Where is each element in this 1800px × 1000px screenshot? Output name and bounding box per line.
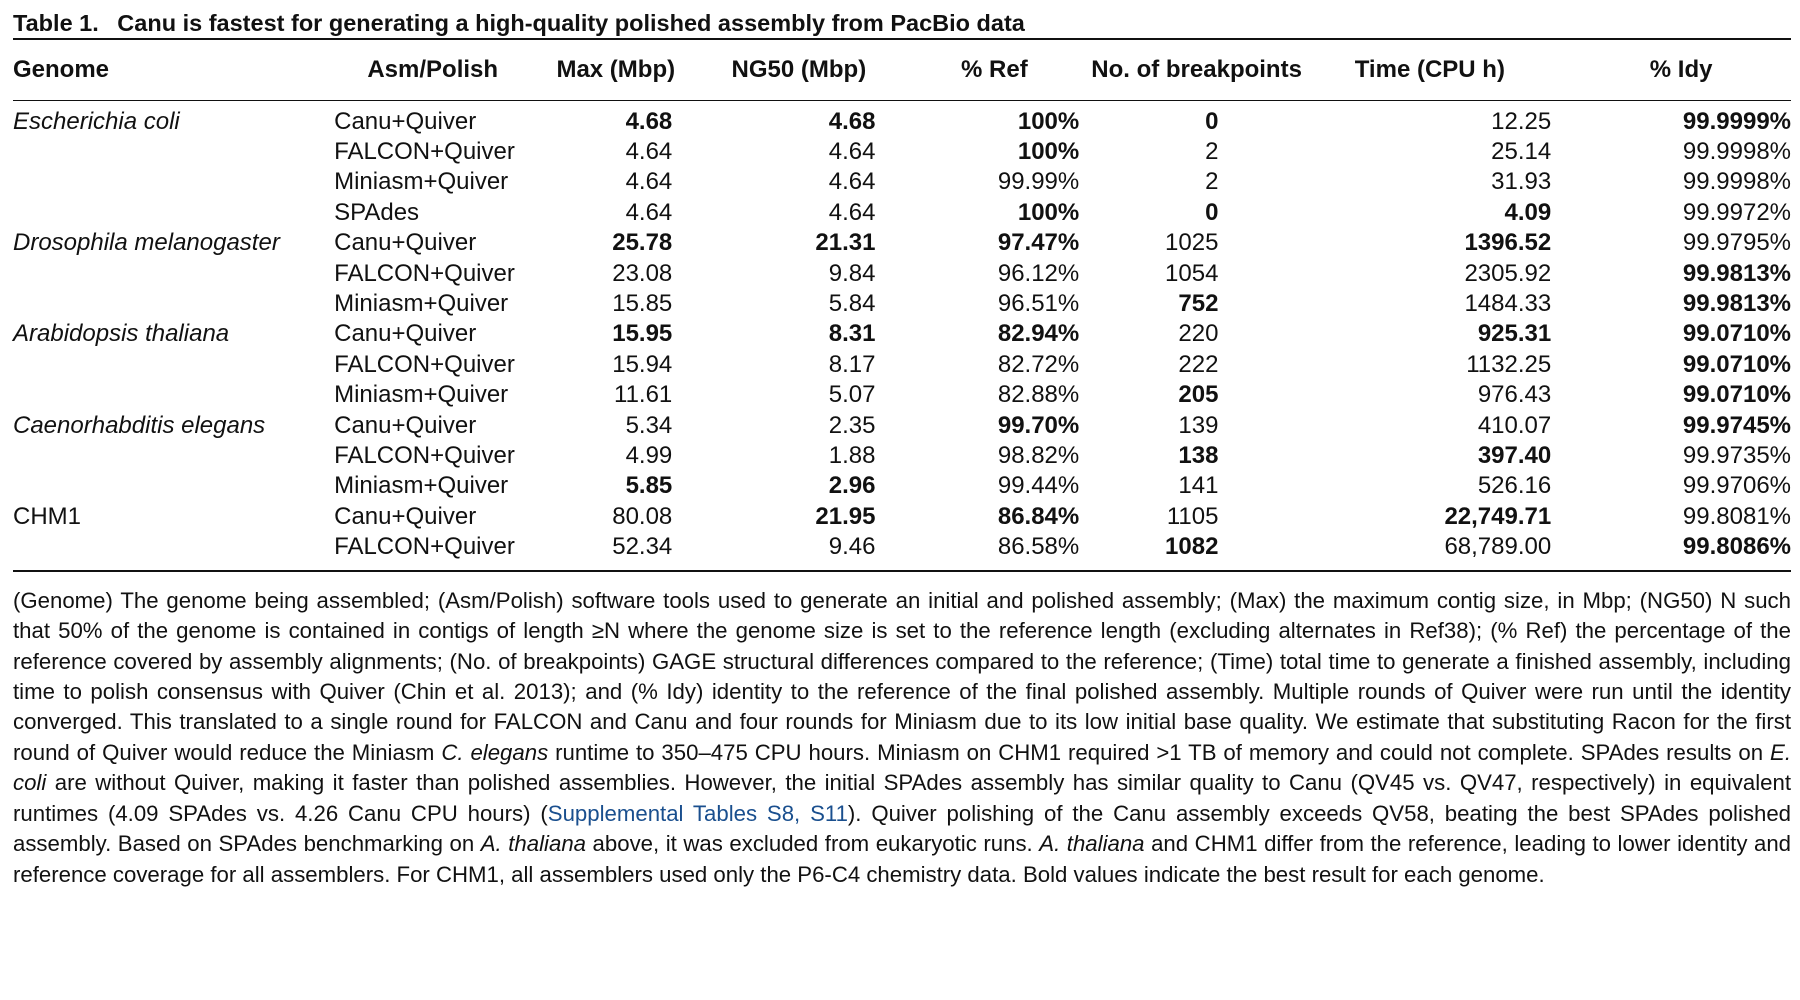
pct-ref-cell: 82.94% — [997, 320, 1080, 348]
time-cpu-h-cell: 1484.33 — [1464, 290, 1552, 318]
pct-ref-cell: 82.88% — [997, 381, 1080, 409]
asm-polish-cell: Canu+Quiver — [334, 229, 477, 257]
table-row — [13, 380, 1791, 410]
column-header-time-cpu-h: Time (CPU h) — [1354, 55, 1505, 83]
pct-ref-cell: 96.12% — [997, 259, 1080, 287]
genome-cell — [13, 198, 334, 228]
pct-ref-cell: 99.44% — [997, 472, 1080, 500]
genome-cell — [13, 167, 334, 197]
breakpoints-cell: 205 — [1178, 381, 1219, 409]
max-mbp-cell: 5.34 — [625, 411, 673, 439]
pct-idy-cell: 99.9745% — [1682, 411, 1791, 439]
pct-ref-cell: 99.70% — [997, 411, 1080, 439]
pct-ref-cell: 97.47% — [997, 229, 1080, 257]
ng50-mbp-cell: 2.35 — [828, 411, 876, 439]
genome-cell: Escherichia coli — [13, 107, 180, 135]
pct-ref-cell: 98.82% — [997, 441, 1080, 469]
time-cpu-h-cell: 976.43 — [1477, 381, 1552, 409]
max-mbp-cell: 25.78 — [612, 229, 673, 257]
asm-polish-cell: SPAdes — [334, 198, 420, 226]
pct-idy-cell: 99.0710% — [1682, 350, 1791, 378]
table-row — [13, 228, 1791, 258]
asm-polish-cell: FALCON+Quiver — [334, 441, 515, 469]
asm-polish-cell: FALCON+Quiver — [334, 138, 515, 166]
time-cpu-h-cell: 12.25 — [1491, 107, 1552, 135]
genome-cell — [13, 380, 334, 410]
max-mbp-cell: 4.68 — [625, 107, 673, 135]
table-body — [13, 100, 1791, 570]
max-mbp-cell: 4.99 — [625, 441, 673, 469]
ng50-mbp-cell: 5.84 — [828, 290, 876, 318]
pct-ref-cell: 86.58% — [997, 533, 1080, 561]
ng50-mbp-cell: 21.31 — [815, 229, 876, 257]
breakpoints-cell: 1025 — [1165, 229, 1219, 257]
breakpoints-cell: 141 — [1178, 472, 1219, 500]
pct-ref-cell: 86.84% — [997, 502, 1080, 530]
spacer-row — [13, 562, 1791, 570]
breakpoints-cell: 2 — [1205, 168, 1219, 196]
footnote-text: are without Quiver, making it faster than polished assemblies. However, the initial SPAdes assembly has similar quality to Canu (QV45 vs. QV47, respectively) in equivalent runtimes (4.09 SPAdes vs. 4.26 Canu CPU hours) ( — [13, 770, 1791, 826]
table-row — [13, 167, 1791, 197]
pct-idy-cell: 99.9999% — [1682, 107, 1791, 135]
time-cpu-h-cell: 410.07 — [1477, 411, 1552, 439]
asm-polish-cell: Miniasm+Quiver — [334, 381, 509, 409]
asm-polish-cell: Canu+Quiver — [334, 320, 477, 348]
column-header-pct-idy: % Idy — [1649, 55, 1713, 83]
time-cpu-h-cell: 2305.92 — [1464, 259, 1552, 287]
pct-idy-cell: 99.8086% — [1682, 533, 1791, 561]
genome-cell — [13, 137, 334, 167]
table-row — [13, 258, 1791, 288]
table-row — [13, 198, 1791, 228]
max-mbp-cell: 4.64 — [625, 138, 673, 166]
genome-cell: Caenorhabditis elegans — [13, 411, 266, 439]
pct-idy-cell: 99.0710% — [1682, 381, 1791, 409]
asm-polish-cell: FALCON+Quiver — [334, 350, 515, 378]
column-header-ng50-mbp: NG50 (Mbp) — [731, 55, 867, 83]
max-mbp-cell: 15.85 — [612, 290, 673, 318]
time-cpu-h-cell: 25.14 — [1491, 138, 1552, 166]
max-mbp-cell: 80.08 — [612, 502, 673, 530]
breakpoints-cell: 1054 — [1165, 259, 1219, 287]
table-caption — [13, 8, 1791, 38]
table-row — [13, 319, 1791, 349]
time-cpu-h-cell: 925.31 — [1477, 320, 1552, 348]
column-header-asm-polish: Asm/Polish — [367, 55, 499, 83]
asm-polish-cell: Canu+Quiver — [334, 502, 477, 530]
table-row — [13, 532, 1791, 562]
footnote-species: A. thaliana — [1039, 831, 1145, 857]
max-mbp-cell: 15.95 — [612, 320, 673, 348]
time-cpu-h-cell: 31.93 — [1491, 168, 1552, 196]
table-row — [13, 471, 1791, 501]
table-label: Table 1. — [13, 10, 99, 36]
asm-polish-cell: Miniasm+Quiver — [334, 290, 509, 318]
breakpoints-cell: 138 — [1178, 441, 1219, 469]
time-cpu-h-cell: 22,749.71 — [1444, 502, 1552, 530]
ng50-mbp-cell: 4.68 — [828, 107, 876, 135]
breakpoints-cell: 2 — [1205, 138, 1219, 166]
pct-ref-cell: 96.51% — [997, 290, 1080, 318]
table-footnote — [13, 586, 1791, 890]
time-cpu-h-cell: 526.16 — [1477, 472, 1552, 500]
footnote-species: C. elegans — [441, 739, 549, 765]
time-cpu-h-cell: 1132.25 — [1466, 350, 1552, 378]
table-row — [13, 289, 1791, 319]
pct-idy-cell: 99.9972% — [1682, 198, 1791, 226]
table-title: Canu is fastest for generating a high-quality polished assembly from PacBio data — [117, 10, 1025, 36]
max-mbp-cell: 15.94 — [612, 350, 673, 378]
footnote-text: and CHM1 differ from the reference, leading to lower identity and reference coverage for all assemblers. For CHM1, all assemblers used only the P6-C4 chemistry data. Bold values indicate the best result for each genome. — [13, 831, 1792, 887]
genome-cell — [13, 289, 334, 319]
pct-idy-cell: 99.9706% — [1682, 472, 1791, 500]
max-mbp-cell: 4.64 — [625, 168, 673, 196]
max-mbp-cell: 52.34 — [612, 533, 673, 561]
breakpoints-cell: 139 — [1178, 411, 1219, 439]
genome-cell — [13, 258, 334, 288]
genome-cell — [13, 532, 334, 562]
breakpoints-cell: 220 — [1178, 320, 1219, 348]
ng50-mbp-cell: 9.46 — [828, 533, 876, 561]
breakpoints-cell: 0 — [1205, 107, 1219, 135]
breakpoints-cell: 222 — [1178, 350, 1219, 378]
header-row — [13, 40, 1791, 101]
ng50-mbp-cell: 8.31 — [828, 320, 876, 348]
pct-ref-cell: 100% — [1017, 107, 1080, 135]
pct-ref-cell: 99.99% — [997, 168, 1080, 196]
asm-polish-cell: Miniasm+Quiver — [334, 472, 509, 500]
column-header-pct-ref: % Ref — [961, 55, 1028, 83]
pct-idy-cell: 99.9813% — [1682, 290, 1791, 318]
pct-idy-cell: 99.9813% — [1682, 259, 1791, 287]
column-header-max-mbp: Max (Mbp) — [556, 55, 676, 83]
max-mbp-cell: 5.85 — [625, 472, 673, 500]
max-mbp-cell: 4.64 — [625, 198, 673, 226]
genome-cell: Arabidopsis thaliana — [13, 320, 230, 348]
asm-polish-cell: Miniasm+Quiver — [334, 168, 509, 196]
pct-idy-cell: 99.9795% — [1682, 229, 1791, 257]
ng50-mbp-cell: 4.64 — [828, 138, 876, 166]
results-table — [13, 40, 1791, 571]
ng50-mbp-cell: 4.64 — [828, 168, 876, 196]
pct-idy-cell: 99.9998% — [1682, 138, 1791, 166]
genome-cell — [13, 441, 334, 471]
pct-idy-cell: 99.0710% — [1682, 320, 1791, 348]
footnote-species: A. thaliana — [480, 831, 586, 857]
ng50-mbp-cell: 1.88 — [828, 441, 876, 469]
time-cpu-h-cell: 1396.52 — [1464, 229, 1552, 257]
table-row — [13, 410, 1791, 440]
table-row — [13, 502, 1791, 532]
pct-ref-cell: 100% — [1017, 138, 1080, 166]
asm-polish-cell: Canu+Quiver — [334, 107, 477, 135]
time-cpu-h-cell: 397.40 — [1477, 441, 1552, 469]
ng50-mbp-cell: 2.96 — [828, 472, 876, 500]
footnote-species: E. coli — [13, 739, 1791, 796]
time-cpu-h-cell: 68,789.00 — [1444, 533, 1552, 561]
ng50-mbp-cell: 4.64 — [828, 198, 876, 226]
max-mbp-cell: 23.08 — [612, 259, 673, 287]
pct-ref-cell: 82.72% — [997, 350, 1080, 378]
asm-polish-cell: FALCON+Quiver — [334, 533, 515, 561]
footnote-text: ). Quiver polishing of the Canu assembly exceeds QV58, beating the best SPAdes polished assembly. Based on SPAdes benchmarking on — [13, 800, 1792, 857]
time-cpu-h-cell: 4.09 — [1504, 198, 1552, 226]
pct-idy-cell: 99.8081% — [1682, 502, 1791, 530]
ng50-mbp-cell: 5.07 — [828, 381, 876, 409]
pct-idy-cell: 99.9998% — [1682, 168, 1791, 196]
genome-cell — [13, 471, 334, 501]
ng50-mbp-cell: 21.95 — [815, 502, 876, 530]
table-row — [13, 107, 1791, 137]
table-figure — [13, 8, 1791, 890]
supplemental-tables-link[interactable]: Supplemental Tables S8, S11 — [547, 800, 848, 826]
genome-cell — [13, 350, 334, 380]
genome-cell: Drosophila melanogaster — [13, 229, 280, 257]
asm-polish-cell: FALCON+Quiver — [334, 259, 515, 287]
bottom-rule — [13, 570, 1791, 572]
breakpoints-cell: 752 — [1178, 290, 1219, 318]
breakpoints-cell: 1082 — [1165, 533, 1219, 561]
footnote-text: runtime to 350–475 CPU hours. Miniasm on CHM1 required >1 TB of memory and could not complete. SPAdes results on — [548, 739, 1771, 765]
footnote-text: above, it was excluded from eukaryotic runs. — [586, 831, 1040, 857]
table-row — [13, 350, 1791, 380]
max-mbp-cell: 11.61 — [614, 381, 673, 409]
table-row — [13, 441, 1791, 471]
column-header-genome: Genome — [13, 55, 110, 83]
genome-cell: CHM1 — [13, 502, 82, 530]
breakpoints-cell: 0 — [1205, 198, 1219, 226]
ng50-mbp-cell: 8.17 — [828, 350, 876, 378]
asm-polish-cell: Canu+Quiver — [334, 411, 477, 439]
pct-idy-cell: 99.9735% — [1682, 441, 1791, 469]
table-row — [13, 137, 1791, 167]
column-header-breakpoints: No. of breakpoints — [1091, 55, 1302, 83]
breakpoints-cell: 1105 — [1166, 502, 1219, 530]
pct-ref-cell: 100% — [1017, 198, 1080, 226]
footnote-text: (Genome) The genome being assembled; (Asm/Polish) software tools used to generate an initial and polished assembly; (Max) the maximum contig size, in Mbp; (NG50) N such that 50% of the genome is contained in contigs of length ≥N where the genome size is set to the reference length (excluding alternates in Ref38); (% Ref) the percentage of the reference covered by assembly alignments; (No. of breakpoints) GAGE structural differences compared to the reference; (Time) total time to generate a finished assembly, including time to polish consensus with Quiver (Chin et al. 2013); and (% Idy) identity to the reference of the final polished assembly. Multiple rounds of Quiver were run until the identity converged. This translated to a single round for FALCON and Canu and four rounds for Miniasm due to its low initial base quality. We estimate that substituting Racon for the first round of Quiver would reduce the Miniasm — [13, 587, 1791, 765]
ng50-mbp-cell: 9.84 — [828, 259, 876, 287]
